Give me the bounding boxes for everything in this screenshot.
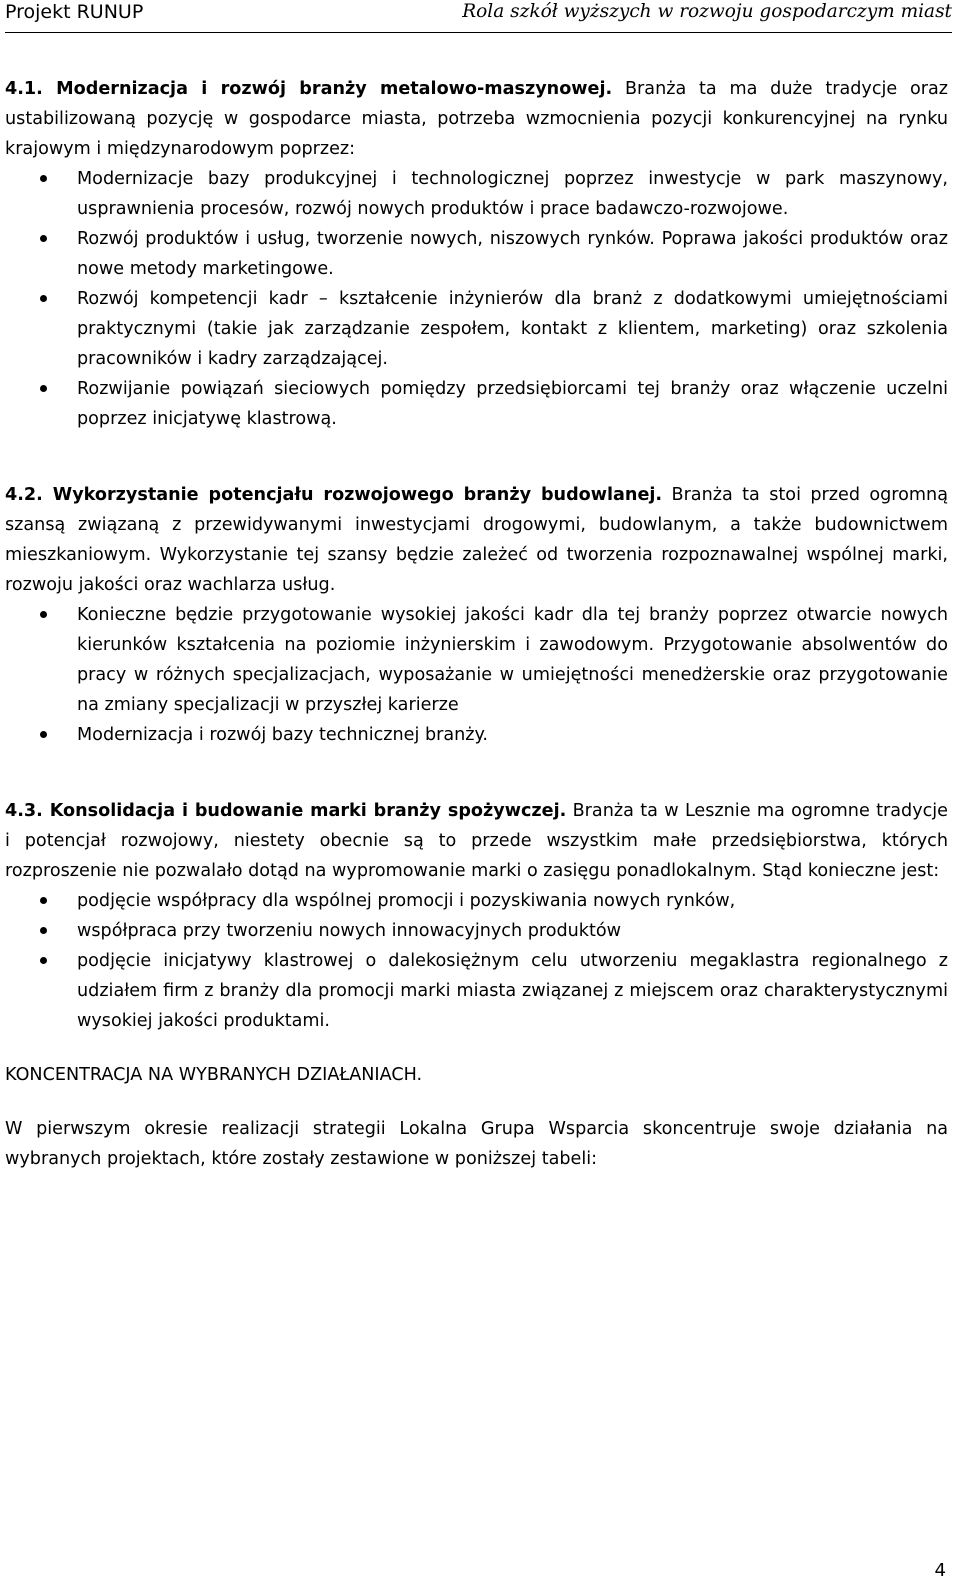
bullet-list xyxy=(5,164,948,434)
list-item-text: podjęcie współpracy dla wspólnej promocji i pozyskiwania nowych rynków, xyxy=(77,891,736,911)
list-item xyxy=(5,600,948,720)
list-item xyxy=(5,224,948,284)
bullet-icon xyxy=(40,611,47,618)
list-item xyxy=(5,374,948,434)
section-paragraph xyxy=(5,480,948,600)
bullet-icon xyxy=(40,897,47,904)
list-item-text: Rozwijanie powiązań sieciowych pomiędzy przedsiębiorcami tej branży oraz włączenie uczelni poprzez inicjatywę klastrową. xyxy=(77,379,948,429)
header-document-title: Rola szkół wyższych w rozwoju gospodarczym miast xyxy=(462,1,952,22)
header-project-name: Projekt RUNUP xyxy=(5,1,144,23)
section-paragraph xyxy=(5,74,948,164)
list-item-text: podjęcie inicjatywy klastrowej o dalekosiężnym celu utworzeniu megaklastra regionalnego z udziałem firm z branży dla promocji marki miasta związanej z miejscem oraz charakterystycznymi wysokiej jakości produktami. xyxy=(77,951,948,1031)
bullet-list xyxy=(5,886,948,1036)
page-header xyxy=(5,0,952,33)
list-item xyxy=(5,946,948,1036)
list-item xyxy=(5,720,948,750)
list-item-text: Konieczne będzie przygotowanie wysokiej jakości kadr dla tej branży poprzez otwarcie nowych kierunków kształcenia na poziomie inżynierskim i zawodowym. Przygotowanie absolwentów do pracy w różnych specjalizacjach, wyposażanie w umiejętności menedżerskie oraz przygotowanie na zmiany specjalizacji w przyszłej karierze xyxy=(77,605,948,715)
list-item-text: Modernizacje bazy produkcyjnej i technologicznej poprzez inwestycje w park maszynowy, usprawnienia procesów, rozwój nowych produktów i prace badawczo-rozwojowe. xyxy=(77,169,948,219)
section-construction xyxy=(5,480,948,750)
list-item-text: Rozwój produktów i usług, tworzenie nowych, niszowych rynków. Poprawa jakości produktów oraz nowe metody marketingowe. xyxy=(77,229,948,279)
section-intro: Branża ta stoi przed ogromną szansą związaną z przewidywanymi inwestycjami drogowymi, budowlanym, a także budownictwem mieszkaniowym. Wykorzystanie tej szansy będzie zależeć od tworzenia rozpoznawalnej wspólnej marki, rozwoju jakości oraz wachlarza usług. xyxy=(5,485,948,595)
bullet-icon xyxy=(40,957,47,964)
list-item-text: współpraca przy tworzeniu nowych innowacyjnych produktów xyxy=(77,921,622,941)
section-intro: Branża ta w Lesznie ma ogromne tradycje i potencjał rozwojowy, niestety obecnie są to przede wszystkim małe przedsiębiorstwa, których rozproszenie nie pozwalało dotąd na wypromowanie marki o zasięgu ponadlokalnym. Stąd konieczne jest: xyxy=(5,801,948,881)
bullet-icon xyxy=(40,175,47,182)
bullet-icon xyxy=(40,927,47,934)
section-metal-machinery xyxy=(5,74,948,434)
section-paragraph xyxy=(5,796,948,886)
closing-paragraph: W pierwszym okresie realizacji strategii Lokalna Grupa Wsparcia skoncentruje swoje działania na wybranych projektach, które zostały zestawione w poniższej tabeli: xyxy=(5,1119,948,1169)
list-item xyxy=(5,284,948,374)
list-item-text: Modernizacja i rozwój bazy technicznej branży. xyxy=(77,725,489,745)
page-number: 4 xyxy=(934,1560,946,1581)
section-intro: Branża ta ma duże tradycje oraz ustabilizowaną pozycję w gospodarce miasta, potrzeba wzmocnienia pozycji konkurencyjnej na rynku krajowym i międzynarodowym poprzez: xyxy=(5,79,948,159)
section-heading: 4.2. Wykorzystanie potencjału rozwojowego branży budowlanej. xyxy=(5,485,663,505)
bullet-list xyxy=(5,600,948,750)
section-heading: 4.1. Modernizacja i rozwój branży metalowo-maszynowej. xyxy=(5,79,613,99)
list-item-text: Rozwój kompetencji kadr – kształcenie inżynierów dla branż z dodatkowymi umiejętnościami praktycznymi (takie jak zarządzanie zespołem, kontakt z klientem, marketing) oraz szkolenia pracowników i kadry zarządzającej. xyxy=(77,289,948,369)
document-body xyxy=(5,74,948,1174)
list-item xyxy=(5,916,948,946)
bullet-icon xyxy=(40,385,47,392)
list-item xyxy=(5,164,948,224)
bullet-icon xyxy=(40,731,47,738)
bullet-icon xyxy=(40,235,47,242)
list-item xyxy=(5,886,948,916)
section-food xyxy=(5,796,948,1036)
bullet-icon xyxy=(40,295,47,302)
section-heading: 4.3. Konsolidacja i budowanie marki branży spożywczej. xyxy=(5,801,567,821)
concentration-heading: KONCENTRACJA NA WYBRANYCH DZIAŁANIACH. xyxy=(5,1065,423,1085)
